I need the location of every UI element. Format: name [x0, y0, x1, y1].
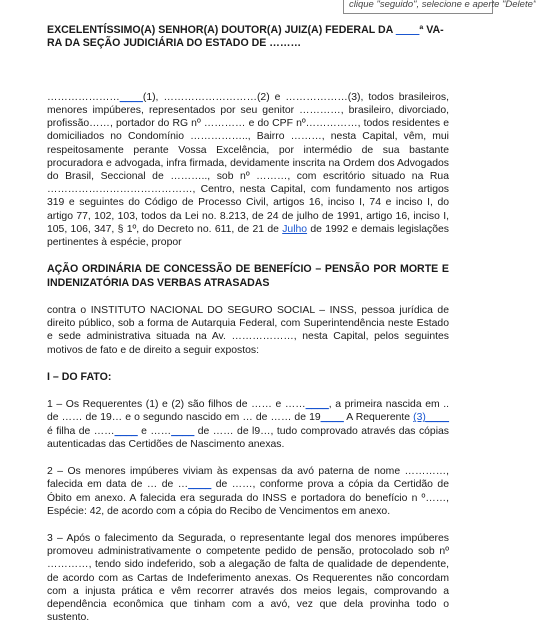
fact-1-text-a: 1 – Os Requerentes (1) e (2) são filhos de …… e …… — [47, 399, 306, 411]
intro-text-b: (1), ………………………(2) e ………………(3), todos brasileiros, menores impúberes, representados por seu genitor …………, brasileiro, divorciado, profissão……, portador do RG nº ………… e do CPF nº……………, todos residentes e domiciliados no Condomínio …………….., Bairro ………, nesta Capital, vêm, mui respeitosamente perante Vossa Excelência, por intermédio de sua bastante procuradora e advogada, infra firmada, devidamente inscrita na Ordem dos Advogados do Brasil, Seccional de ……….., sob nº ………, com escritório situado na Rua ……………………………………, Centro, nesta Capital, com fundamento nos artigos 319 e seguintes do Código de Processo Civil, artigos 16, inciso I, 74 e inciso I, do artigo 77, 102, 103, todos da Lei no. 8.213, de 24 de julho de 1991, artigo 16, inciso I, 105, 106, 347, § 1º, do Decreto no. 611, de 21 de — [47, 91, 449, 235]
fact-paragraph-1 — [47, 398, 449, 451]
mother-name-field[interactable]: ____ — [305, 399, 329, 411]
intro-paragraph — [47, 91, 449, 249]
fact-1-text-b: , a primeira nascida em .. de …… de 19… e o segundo nascido em … de …… de 19 — [47, 399, 450, 424]
court-header — [47, 24, 449, 51]
document-body — [47, 24, 449, 624]
court-header-line2: RA DA SEÇÃO JUDICIÁRIA DO ESTADO DE ……… — [47, 37, 302, 50]
section-title-fato: I – DO FATO: — [47, 370, 112, 383]
mother-2-name-field[interactable]: ____ — [171, 425, 195, 437]
fact-1-text-e: e …… — [137, 425, 172, 437]
fact-paragraph-2 — [47, 465, 449, 518]
requerente-3-field[interactable]: (3) — [413, 412, 426, 424]
court-header-line1-end: ª VA- — [419, 24, 444, 36]
father-name-field[interactable]: ____ — [114, 425, 138, 437]
fact-1-text-d: é filha de …… — [47, 425, 115, 437]
requerente-1-field[interactable]: ____ — [119, 91, 143, 103]
fact-2-text-a: 2 – Os menores impúberes viviam às expensas da avó paterna de nome …………, falecida em data de … de … — [47, 466, 449, 491]
fact-2-text-b: de ……, conforme prova a cópia da Certidão de Óbito em anexo. A falecida era segurada do INSS e portadora do benefício n º……, Espécie: 42, de acordo com a cópia do Recibo de Vencimentos em anexo. — [47, 479, 449, 517]
against-paragraph: contra o INSTITUTO NACIONAL DO SEGURO SOCIAL – INSS, pessoa jurídica de direito público, sob a forma de Autarquia Federal, com Superintendência neste Estado e sede administrativa situada na Av. ………………, nesta Capital, pelos seguintes motivos de fato e de direito a seguir expostos: — [47, 305, 449, 356]
death-month-field[interactable]: ____ — [188, 479, 212, 491]
fact-1-text-c: A Requerente — [343, 412, 414, 424]
tooltip-hint: clique "seguido", selecione e aperte "Delete" — [343, 0, 493, 14]
vara-number-field[interactable]: ____ — [395, 24, 420, 36]
intro-text-c: de 1992 e demais legislações pertinentes à espécie, propor — [47, 223, 449, 249]
action-title: AÇÃO ORDINÁRIA DE CONCESSÃO DE BENEFÍCIO – PENSÃO POR MORTE E INDENIZATÓRIA DAS VERBAS ATRASADAS — [47, 263, 449, 289]
month-field[interactable]: Julho — [282, 223, 308, 235]
fact-paragraph-3: 3 – Após o falecimento da Segurada, o representante legal dos menores impúberes promoveu administrativamente o competente pedido de pensão, protocolado sob nº …………, tendo sido indeferido, sob a alegação de falta de qualidade de dependente, de acordo com as Cartas de Indeferimento anexas. Os Requerentes não concordam com a injusta prática e vêm recorrer através dos meios legais, comprovando a dependência econômica que tinham com a avó, vez que dela provinha todo o sustento. — [47, 532, 449, 624]
requerente-3-extra-field[interactable]: ____ — [425, 412, 449, 424]
birth-year-field[interactable]: ____ — [320, 412, 344, 424]
fact-1-text-f: de …… de l9…, tudo comprovado através das cópias autenticadas das Certidões de Nascimento anexas. — [47, 425, 449, 450]
court-header-line1: EXCELENTÍSSIMO(A) SENHOR(A) DOUTOR(A) JUIZ(A) FEDERAL DA — [47, 24, 396, 36]
intro-text-a: ………………… — [47, 91, 120, 103]
